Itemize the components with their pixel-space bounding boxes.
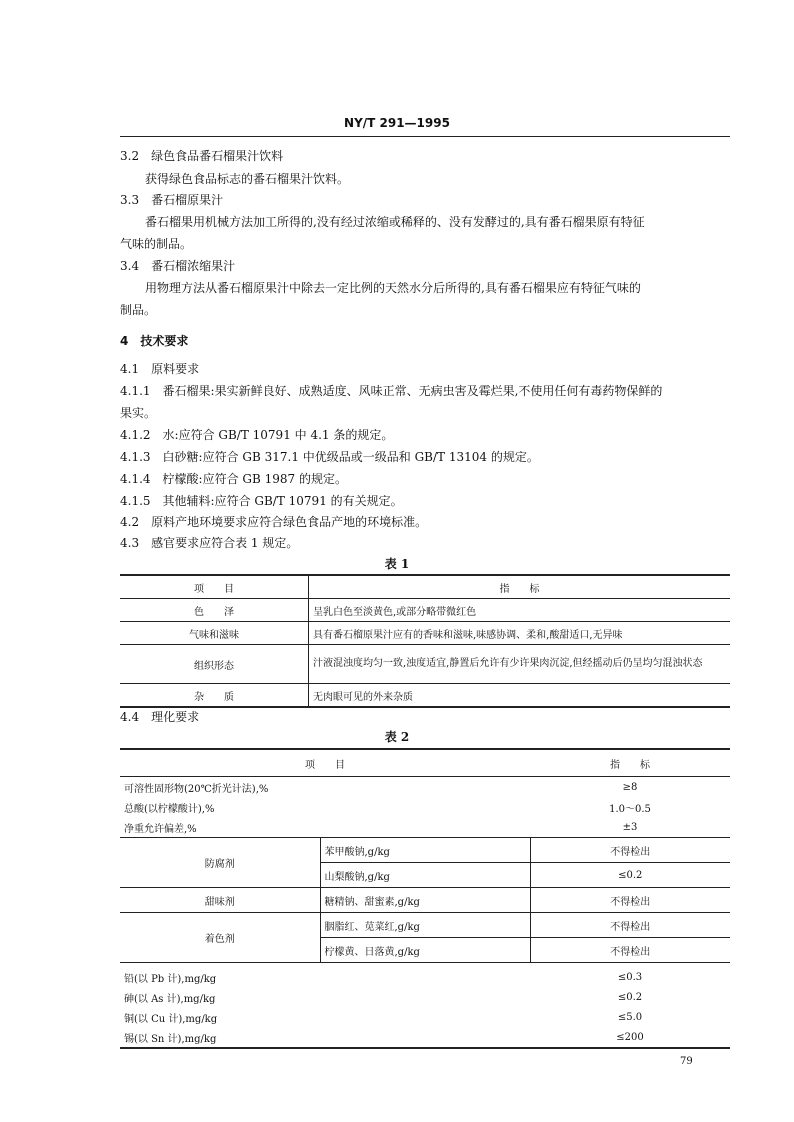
row-value: 1.0～0.5 (609, 803, 651, 815)
section-3-2-heading: 3.2 绿色食品番石榴果汁饮料 (120, 149, 284, 163)
table-1-caption: 表 1 (384, 557, 410, 571)
header-rule (120, 136, 730, 137)
row-label: 色 泽 (120, 599, 309, 622)
section-3-4-text: 用物理方法从番石榴原果汁中除去一定比例的天然水分后所得的,具有番石榴果应有特征气味的 (145, 281, 641, 295)
row-label: 气味和滋味 (120, 622, 309, 645)
section-3-3-heading: 3.3 番石榴原果汁 (120, 193, 224, 207)
row-value: ±3 (622, 821, 638, 833)
table-row (120, 888, 730, 913)
section-4-3: 4.3 感官要求应符合表 1 规定。 (120, 536, 299, 550)
row-value: ≤0.3 (617, 971, 643, 983)
table-header-row (120, 749, 730, 777)
section-3-2-text: 获得绿色食品标志的番石榴果汁饮料。 (145, 172, 350, 186)
table-row (120, 817, 730, 838)
row-value: ≤200 (530, 1027, 730, 1048)
row-label: 糖精钠、甜蜜素,g/kg (320, 888, 530, 913)
column-header-indicator: 指 标 (530, 749, 730, 777)
row-value: 具有番石榴原果汁应有的香味和滋味,味感协调、柔和,酸甜适口,无异味 (309, 622, 731, 645)
row-value: 汁液混浊度均匀一致,浊度适宜,静置后允许有少许果肉沉淀,但经摇动后仍呈均匀混浊状态 (309, 645, 731, 684)
section-3-3-text: 番石榴果用机械方法加工所得的,没有经过浓缩或稀释的、没有发酵过的,具有番石榴果原有特征 (145, 215, 645, 229)
section-4-1-heading: 4.1 原料要求 (120, 362, 200, 376)
section-4-1-2: 4.1.2 水:应符合 GB/T 10791 中 4.1 条的规定。 (120, 428, 394, 442)
row-value: 不得检出 (530, 888, 730, 913)
group-label-colorant: 着色剂 (120, 913, 320, 963)
row-label: 柠檬黄、日落黄,g/kg (320, 938, 530, 963)
row-label: 山梨酸钠,g/kg (320, 863, 530, 888)
row-label: 铅(以 Pb 计),mg/kg (124, 973, 217, 985)
table-header-row (120, 575, 730, 599)
row-label: 净重允许偏差,% (124, 823, 197, 835)
section-4-heading: 4 技术要求 (120, 334, 189, 348)
row-label: 苯甲酸钠,g/kg (320, 838, 530, 863)
standard-number-header: NY/T 291—1995 (344, 116, 450, 130)
section-4-1-1: 4.1.1 番石榴果:果实新鲜良好、成熟适度、风味正常、无病虫害及霉烂果,不使用任何有毒药物保鲜的 (120, 384, 663, 398)
table-row (120, 684, 730, 708)
section-3-4-text-cont: 制品。 (120, 303, 157, 317)
table-row (120, 838, 730, 863)
table-row (120, 599, 730, 622)
row-label: 锡(以 Sn 计),mg/kg (120, 1027, 530, 1048)
section-4-1-5: 4.1.5 其他辅料:应符合 GB/T 10791 的有关规定。 (120, 494, 403, 508)
row-value: 不得检出 (530, 838, 730, 863)
column-header-item: 项 目 (120, 749, 530, 777)
section-4-1-4: 4.1.4 柠檬酸:应符合 GB 1987 的规定。 (120, 472, 347, 486)
section-4-1-1-cont: 果实。 (120, 406, 157, 420)
row-value: 不得检出 (530, 913, 730, 938)
row-value: 无肉眼可见的外来杂质 (309, 684, 731, 708)
table-row (120, 777, 730, 798)
row-label: 砷(以 As 计),mg/kg (124, 993, 216, 1005)
row-label: 铜(以 Cu 计),mg/kg (124, 1013, 218, 1025)
row-value: 呈乳白色至淡黄色,或部分略带微红色 (309, 599, 731, 622)
sensory-requirements-table (120, 574, 730, 708)
table-row (120, 1007, 730, 1027)
row-value: 不得检出 (530, 938, 730, 963)
section-4-4-heading: 4.4 理化要求 (120, 710, 200, 724)
section-4-2: 4.2 原料产地环境要求应符合绿色食品产地的环境标准。 (120, 515, 428, 529)
row-label: 总酸(以柠檬酸计),% (124, 803, 215, 815)
section-3-4-heading: 3.4 番石榴浓缩果汁 (120, 259, 236, 273)
table-row (120, 645, 730, 684)
group-label-sweetener: 甜味剂 (120, 888, 320, 913)
group-label-preservative: 防腐剂 (120, 838, 320, 888)
page-number: 79 (680, 1056, 693, 1067)
row-value: ≤5.0 (617, 1011, 643, 1023)
row-value: ≤0.2 (617, 991, 643, 1003)
physicochemical-requirements-table (120, 748, 730, 1049)
row-label: 胭脂红、苋菜红,g/kg (320, 913, 530, 938)
row-value: ≥8 (622, 781, 638, 793)
table-2-caption: 表 2 (384, 730, 410, 744)
section-4-1-3: 4.1.3 白砂糖:应符合 GB 317.1 中优级品或一级品和 GB/T 13104 的规定。 (120, 450, 539, 464)
row-label: 可溶性固形物(20℃折光计法),% (124, 783, 269, 795)
column-header-indicator: 指 标 (309, 575, 731, 599)
row-label: 组织形态 (120, 645, 309, 684)
table-row (120, 913, 730, 938)
table-row (120, 963, 730, 988)
row-value: ≤0.2 (530, 863, 730, 888)
table-row (120, 987, 730, 1007)
row-label: 杂 质 (120, 684, 309, 708)
table-row (120, 622, 730, 645)
section-3-3-text-cont: 气味的制品。 (120, 237, 193, 251)
column-header-item: 项 目 (120, 575, 309, 599)
table-row (120, 797, 730, 817)
table-row (120, 1027, 730, 1048)
